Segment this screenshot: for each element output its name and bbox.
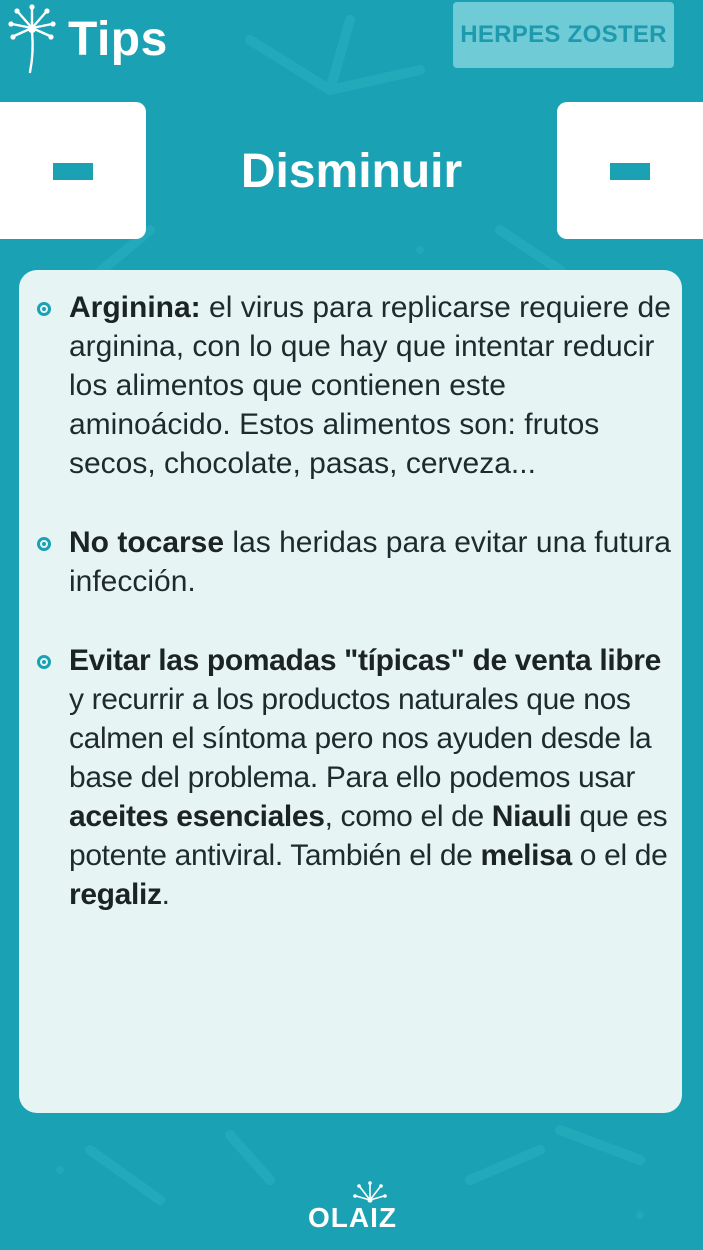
list-item — [19, 641, 682, 914]
minus-icon — [53, 163, 93, 180]
minus-icon — [610, 163, 650, 180]
tip-lead: Evitar las pomadas "típicas" de venta libre — [69, 644, 661, 677]
tip-highlight: Niauli — [491, 800, 572, 833]
tip-highlight: regaliz — [69, 878, 162, 911]
tip-highlight: aceites esenciales — [69, 800, 325, 833]
list-item — [19, 523, 682, 601]
bullet-icon — [37, 302, 51, 316]
tips-list — [19, 270, 682, 914]
tip-lead: No tocarse — [69, 526, 225, 559]
tip-text: las heridas para evitar una futura infección. — [69, 526, 671, 598]
topic-badge[interactable]: HERPES ZOSTER — [453, 2, 674, 68]
tip-lead: Arginina: — [69, 291, 201, 324]
decrease-right-button[interactable] — [557, 102, 703, 239]
tip-text: que es potente antiviral. También el de — [69, 800, 668, 872]
tip-text: . — [161, 878, 170, 911]
section-heading: Disminuir — [240, 145, 463, 198]
tips-card — [19, 270, 682, 1113]
tip-text: el virus para replicarse requiere de arginina, con lo que hay que intentar reducir los alimentos que contienen este aminoácido. Estos alimentos son: frutos secos, chocolate, pasas, cerveza... — [69, 291, 671, 480]
decrease-left-button[interactable] — [0, 102, 146, 239]
page-title: Tips — [68, 13, 168, 66]
dandelion-icon — [6, 2, 58, 74]
tip-text: , como el de — [324, 800, 492, 833]
tip-text: o el de — [571, 839, 668, 872]
bullet-icon — [37, 537, 51, 551]
tip-text: y recurrir a los productos naturales que nos calmen el síntoma pero nos ayuden desde la base del problema. Para ello podemos usar — [69, 683, 652, 794]
brand-logo: OLAIZ — [308, 1202, 397, 1233]
bullet-icon — [37, 655, 51, 669]
list-item — [19, 288, 682, 483]
tip-highlight: melisa — [480, 839, 572, 872]
